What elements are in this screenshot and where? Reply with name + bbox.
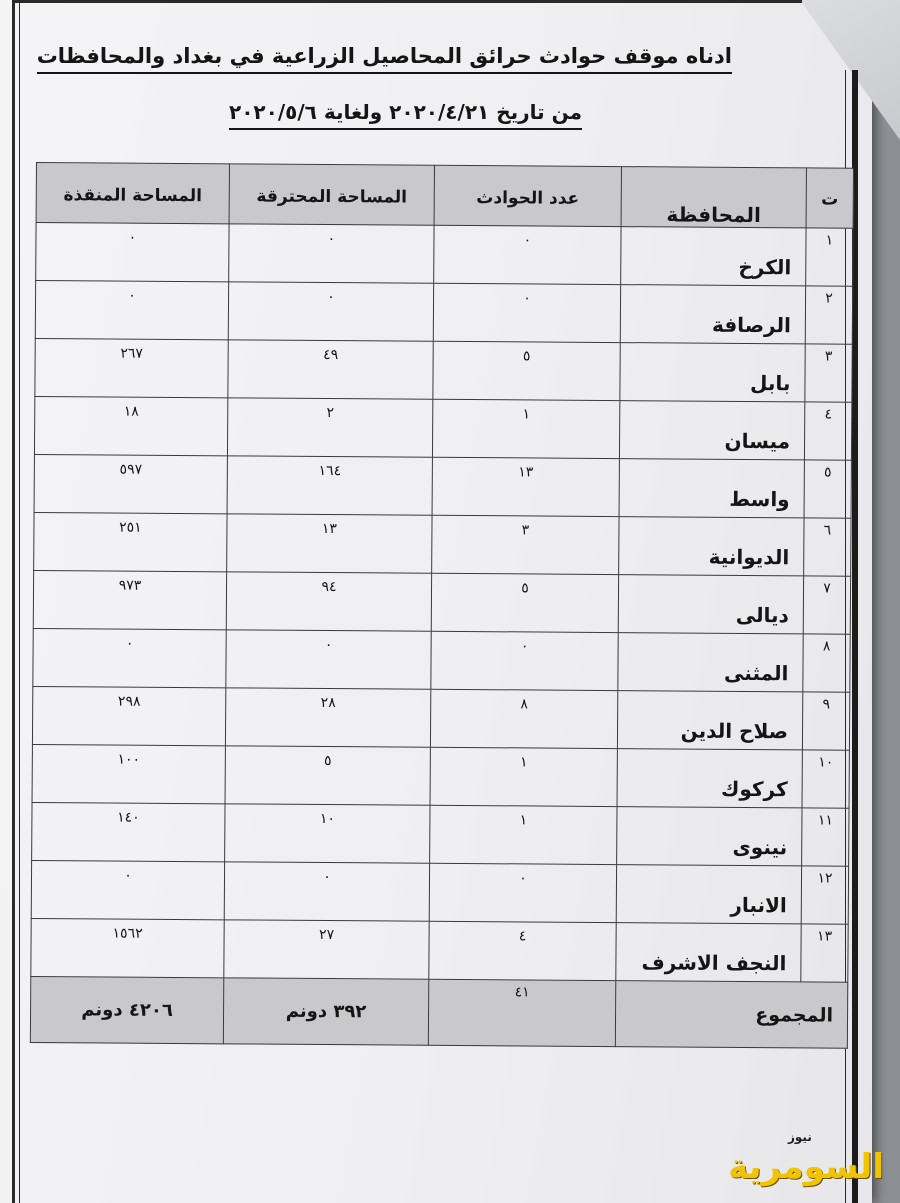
row-no: ٩ — [802, 692, 849, 750]
total-incidents: ٤١ — [428, 979, 615, 1046]
table-row — [34, 454, 851, 518]
row-no: ٥ — [804, 460, 851, 518]
table-row — [36, 223, 853, 287]
row-incidents: ٨ — [430, 689, 617, 748]
frame-border-left — [12, 0, 15, 1203]
row-saved: ١٥٦٢ — [31, 918, 224, 977]
header-no: ت — [806, 168, 853, 228]
row-incidents: ٠ — [434, 225, 621, 284]
row-saved: ٠ — [36, 223, 229, 282]
row-burned: ١٠ — [225, 804, 430, 863]
table-row — [32, 686, 849, 750]
row-no: ١٢ — [801, 866, 848, 924]
row-saved: ١٤٠ — [32, 802, 225, 861]
frame-border-left-inner — [19, 0, 20, 1203]
row-no: ١٠ — [802, 750, 849, 808]
row-saved: ٥٩٧ — [34, 454, 227, 513]
row-governorate: الرصافة — [620, 285, 805, 344]
table-header-row — [36, 163, 853, 229]
row-incidents: ١ — [432, 399, 619, 458]
row-saved: ٢٥١ — [34, 512, 227, 571]
row-governorate: بابل — [620, 343, 805, 402]
total-burned: ٣٩٢ دونم — [223, 978, 428, 1045]
row-burned: ٠ — [229, 224, 434, 283]
row-no: ٤ — [804, 402, 851, 460]
frame-border-top — [12, 0, 802, 3]
row-governorate: نينوى — [617, 807, 802, 866]
watermark-suffix: نيوز — [788, 1130, 812, 1144]
row-incidents: ٤ — [429, 921, 616, 980]
document-subtitle: من تاريخ ٢٠٢٠/٤/٢١ ولغاية ٢٠٢٠/٥/٦ — [229, 100, 582, 130]
row-governorate: واسط — [619, 459, 804, 518]
row-burned: ١٦٤ — [227, 456, 432, 515]
watermark-brand: السومرية — [728, 1147, 884, 1187]
total-label: المجموع — [615, 981, 847, 1049]
watermark-logo — [728, 1128, 888, 1190]
row-burned: ٢ — [227, 398, 432, 457]
row-saved: ٠ — [33, 628, 226, 687]
row-incidents: ١ — [430, 805, 617, 864]
row-saved: ٠ — [35, 281, 228, 340]
row-burned: ٤٩ — [228, 340, 433, 399]
paper-fold — [800, 0, 900, 140]
row-governorate: النجف الاشرف — [616, 923, 801, 982]
table-total-row — [30, 976, 847, 1048]
row-no: ١١ — [802, 808, 849, 866]
table-row — [31, 918, 848, 982]
row-no: ١٣ — [801, 924, 848, 982]
row-incidents: ٥ — [433, 341, 620, 400]
table-row — [33, 570, 850, 634]
fires-table — [30, 162, 854, 1049]
row-governorate: صلاح الدين — [617, 691, 802, 750]
table-row — [35, 281, 852, 345]
row-governorate: ميسان — [619, 401, 804, 460]
row-no: ٨ — [803, 634, 850, 692]
row-incidents: ٠ — [429, 863, 616, 922]
total-saved: ٤٢٠٦ دونم — [30, 976, 223, 1043]
row-burned: ٢٨ — [225, 688, 430, 747]
row-governorate: الكرخ — [621, 227, 806, 286]
table-row — [35, 338, 852, 402]
row-governorate: كركوك — [617, 749, 802, 808]
row-saved: ١٠٠ — [32, 744, 225, 803]
document-title: ادناه موقف حوادث حرائق المحاصيل الزراعية في بغداد والمحافظات — [37, 44, 732, 74]
header-saved-area: المساحة المنقذة — [36, 163, 229, 224]
row-incidents: ٠ — [433, 283, 620, 342]
header-burned-area: المساحة المحترقة — [229, 164, 434, 225]
row-incidents: ٠ — [431, 631, 618, 690]
table-row — [34, 396, 851, 460]
row-burned: ٩٤ — [226, 572, 431, 631]
row-incidents: ٣ — [432, 515, 619, 574]
row-incidents: ١ — [430, 747, 617, 806]
row-saved: ٠ — [31, 860, 224, 919]
row-burned: ٥ — [225, 746, 430, 805]
table-row — [32, 802, 849, 866]
row-governorate: الديوانية — [619, 517, 804, 576]
table-row — [34, 512, 851, 576]
row-saved: ١٨ — [34, 396, 227, 455]
table-row — [32, 744, 849, 808]
row-burned: ٠ — [224, 862, 429, 921]
row-no: ٢ — [805, 286, 852, 344]
table-row — [33, 628, 850, 692]
row-governorate: ديالى — [618, 575, 803, 634]
row-burned: ٠ — [226, 630, 431, 689]
table-row — [31, 860, 848, 924]
row-saved: ٢٦٧ — [35, 338, 228, 397]
row-governorate: المثنى — [618, 633, 803, 692]
header-governorate: المحافظة — [621, 167, 806, 228]
row-governorate: الانبار — [616, 865, 801, 924]
row-no: ١ — [806, 228, 853, 286]
row-no: ٣ — [805, 344, 852, 402]
row-no: ٦ — [804, 518, 851, 576]
row-burned: ٠ — [228, 282, 433, 341]
header-incidents: عدد الحوادث — [434, 165, 621, 226]
row-burned: ٢٧ — [224, 920, 429, 979]
row-incidents: ١٣ — [432, 457, 619, 516]
row-saved: ٩٧٣ — [33, 570, 226, 629]
row-burned: ١٣ — [227, 514, 432, 573]
row-incidents: ٥ — [431, 573, 618, 632]
row-saved: ٢٩٨ — [32, 686, 225, 745]
row-no: ٧ — [803, 576, 850, 634]
